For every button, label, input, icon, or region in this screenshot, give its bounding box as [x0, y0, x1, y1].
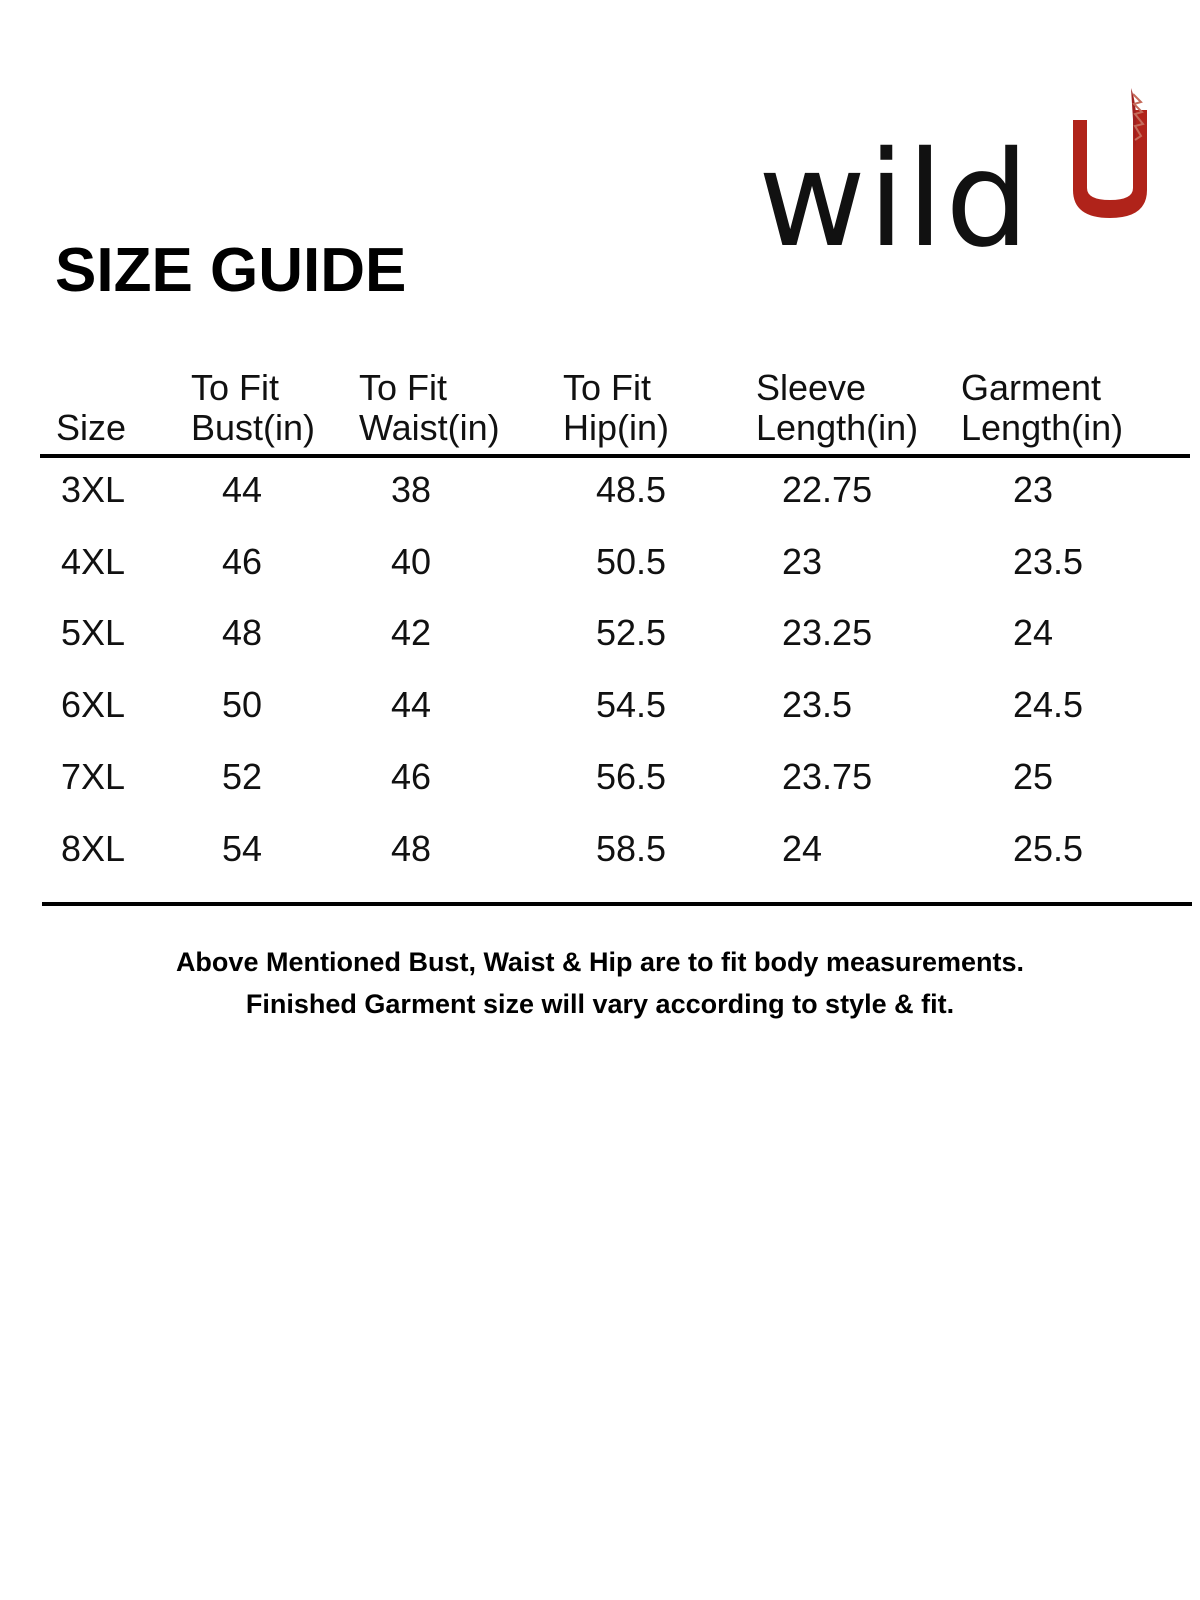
cell-waist: 48 [391, 828, 432, 869]
cell-bust: 46 [222, 541, 263, 582]
cell-garment-length: 24 [1013, 612, 1054, 653]
page-title: SIZE GUIDE [55, 236, 407, 305]
cell-sleeve-length: 23 [782, 541, 823, 582]
header-divider [40, 454, 1190, 458]
cell-waist: 46 [391, 756, 432, 797]
cell-garment-length: 25 [1013, 756, 1054, 797]
table-row [0, 829, 1200, 903]
cell-garment-length: 25.5 [1013, 828, 1084, 869]
cell-waist: 42 [391, 612, 432, 653]
cell-waist: 40 [391, 541, 432, 582]
cell-bust: 44 [222, 469, 263, 510]
cell-sleeve-length: 23.25 [782, 612, 873, 653]
cell-size: 6XL [61, 684, 126, 725]
header-garment-length: Garment Length(in) [961, 367, 1124, 448]
header-bust: To Fit Bust(in) [191, 367, 316, 448]
cell-bust: 48 [222, 612, 263, 653]
brand-logo [758, 80, 1148, 277]
cell-sleeve-length: 23.75 [782, 756, 873, 797]
logo-wordmark: wild [758, 123, 1032, 277]
cell-bust: 50 [222, 684, 263, 725]
cell-size: 5XL [61, 612, 126, 653]
cell-size: 8XL [61, 828, 126, 869]
note-line: Above Mentioned Bust, Waist & Hip are to fit body measurements. [175, 947, 1025, 977]
table-row [0, 613, 1200, 687]
cell-sleeve-length: 22.75 [782, 469, 873, 510]
header-size: Size [56, 407, 127, 448]
table-bottom-divider [42, 902, 1192, 906]
cell-waist: 38 [391, 469, 432, 510]
table-row [0, 542, 1200, 616]
note-line: Finished Garment size will vary according to style & fit. [245, 989, 955, 1019]
cell-waist: 44 [391, 684, 432, 725]
header-hip: To Fit Hip(in) [563, 367, 670, 448]
logo-u-mark [1073, 80, 1153, 230]
cell-garment-length: 24.5 [1013, 684, 1084, 725]
cell-bust: 52 [222, 756, 263, 797]
cell-hip: 54.5 [596, 684, 667, 725]
cell-hip: 48.5 [596, 469, 667, 510]
cell-size: 3XL [61, 469, 126, 510]
cell-sleeve-length: 23.5 [782, 684, 853, 725]
cell-hip: 56.5 [596, 756, 667, 797]
size-notes [0, 941, 1200, 1025]
cell-size: 4XL [61, 541, 126, 582]
cell-garment-length: 23.5 [1013, 541, 1084, 582]
cell-hip: 50.5 [596, 541, 667, 582]
table-row [0, 757, 1200, 831]
header-waist: To Fit Waist(in) [359, 367, 500, 448]
cell-hip: 52.5 [596, 612, 667, 653]
header-sleeve-length: Sleeve Length(in) [756, 367, 919, 448]
cell-sleeve-length: 24 [782, 828, 823, 869]
table-row [0, 470, 1200, 544]
table-row [0, 685, 1200, 759]
cell-garment-length: 23 [1013, 469, 1054, 510]
cell-size: 7XL [61, 756, 126, 797]
cell-bust: 54 [222, 828, 263, 869]
cell-hip: 58.5 [596, 828, 667, 869]
